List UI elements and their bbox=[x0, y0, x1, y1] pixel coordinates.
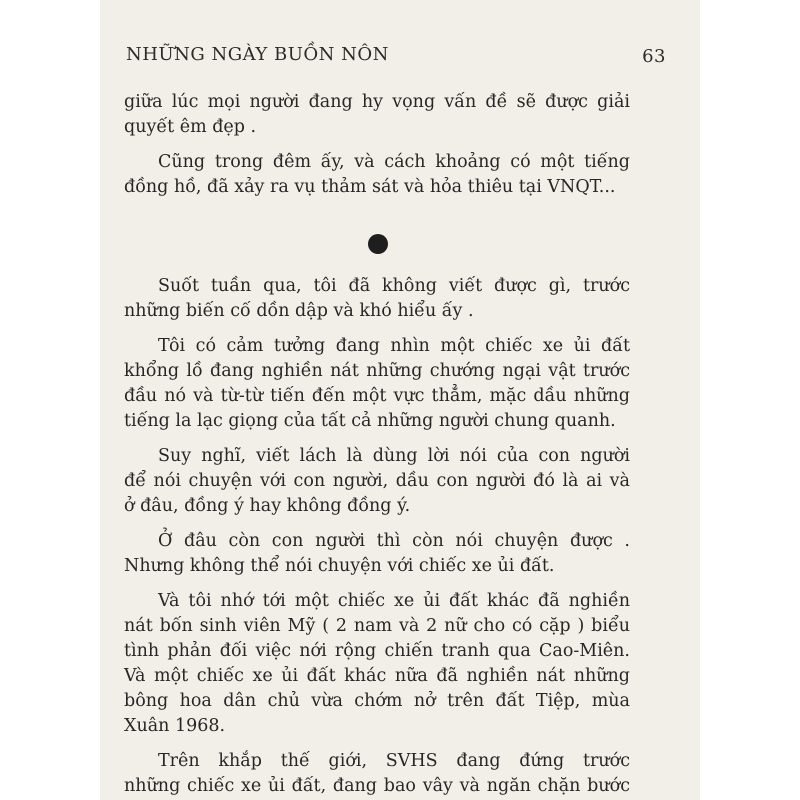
book-page bbox=[100, 0, 700, 800]
paragraph-1 bbox=[124, 90, 630, 140]
text-line: đồng hồ, đã xảy ra vụ thảm sát và hỏa thiêu tại VNQT... bbox=[124, 177, 616, 197]
text-line: Xuân 1968. bbox=[124, 716, 226, 736]
paragraph-5 bbox=[124, 444, 630, 519]
text-line: Và một chiếc xe ủi đất khác nữa đã nghiền nát những bbox=[124, 666, 630, 686]
text-line: nát bốn sinh viên Mỹ ( 2 nam và 2 nữ cho có cặp ) biểu bbox=[124, 616, 630, 636]
text-line: giữa lúc mọi người đang hy vọng vấn đề sẽ được giải bbox=[124, 92, 630, 112]
paragraph-8 bbox=[124, 749, 630, 799]
text-line: tình phản đối việc nới rộng chiến tranh qua Cao-Miên. bbox=[124, 641, 630, 661]
text-line: bông hoa dân chủ vừa chớm nở trên đất Tiệp, mùa bbox=[124, 691, 630, 711]
text-line: Cũng trong đêm ấy, và cách khoảng có một tiếng bbox=[158, 152, 630, 172]
text-line: Tôi có cảm tưởng đang nhìn một chiếc xe ủi đất bbox=[158, 336, 630, 356]
paragraph-6 bbox=[124, 529, 630, 579]
text-block-top bbox=[124, 90, 630, 210]
running-title: NHỮNG NGÀY BUỒN NÔN bbox=[126, 44, 389, 65]
paragraph-2 bbox=[124, 150, 630, 200]
paragraph-4 bbox=[124, 334, 630, 434]
text-block-main bbox=[124, 274, 630, 800]
paragraph-7 bbox=[124, 589, 630, 739]
page-number: 63 bbox=[642, 46, 666, 67]
text-line: những chiếc xe ủi đất, đang bao vây và ngăn chặn bước bbox=[124, 776, 630, 796]
text-line: tiếng la lạc giọng của tất cả những người chung quanh. bbox=[124, 411, 616, 431]
text-line: Ở đâu còn con người thì còn nói chuyện được . bbox=[158, 531, 630, 551]
section-break-dot bbox=[368, 234, 388, 254]
text-line: đầu nó và từ-từ tiến đến một vực thẳm, mặc dầu những bbox=[124, 386, 630, 406]
text-line: Suốt tuần qua, tôi đã không viết được gì, trước bbox=[158, 276, 630, 296]
text-line: ở đâu, đồng ý hay không đồng ý. bbox=[124, 496, 411, 516]
text-line: những biến cố dồn dập và khó hiểu ấy . bbox=[124, 301, 474, 321]
text-line: quyết êm đẹp . bbox=[124, 117, 257, 137]
text-line: để nói chuyện với con người, dầu con người đó là ai và bbox=[124, 471, 630, 491]
text-line: khổng lồ đang nghiền nát những chướng ngại vật trước bbox=[124, 361, 630, 381]
text-line: Trên khắp thế giới, SVHS đang đứng trước bbox=[158, 751, 630, 771]
text-line: Nhưng không thể nói chuyện với chiếc xe ủi đất. bbox=[124, 556, 555, 576]
text-line: Suy nghĩ, viết lách là dùng lời nói của con người bbox=[158, 446, 630, 466]
paragraph-3 bbox=[124, 274, 630, 324]
text-line: Và tôi nhớ tới một chiếc xe ủi đất khác đã nghiền bbox=[158, 591, 630, 611]
